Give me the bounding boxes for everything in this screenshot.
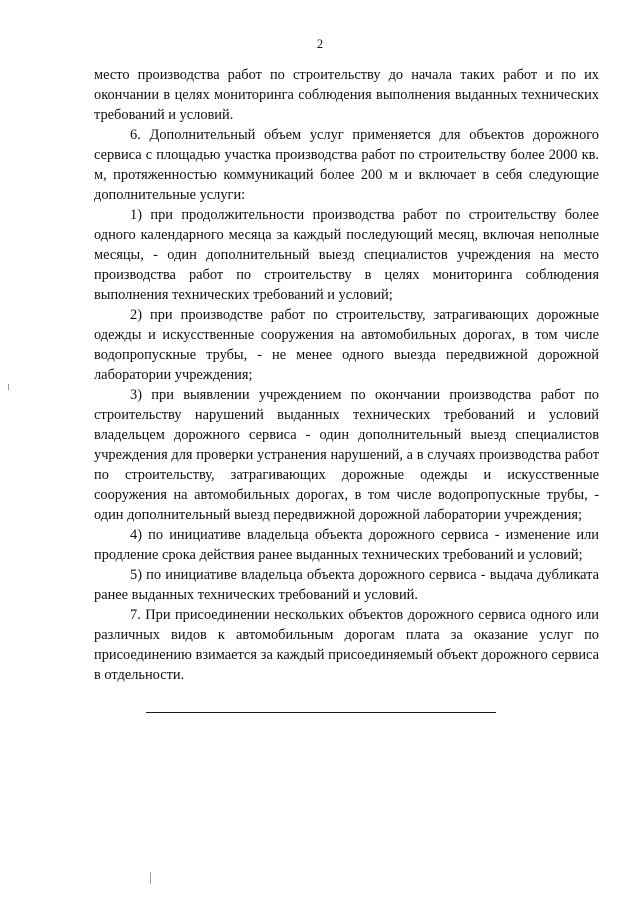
paragraph-subitem-3: 3) при выявлении учреждением по окончании производства работ по строительству нарушений выданных технических требований и условий владельцем дорожного сервиса - один дополнительный выезд специалистов учреждения для проверки устранения нарушений, а в случаях производства работ по строительству, затрагивающих дорожные одежды и искусственные сооружения на автомобильных дорогах, в том числе водопропускные трубы, - один дополнительный выезд передвижной дорожной лаборатории учреждения; [94, 387, 599, 523]
paragraph-item-7: 7. При присоединении нескольких объектов дорожного сервиса одного или различных видов к автомобильным дорогам плата за оказание услуг по присоединению взимается за каждый присоединяемый объект дорожного сервиса в отдельности. [94, 607, 599, 683]
paragraph-subitem-2: 2) при производстве работ по строительству, затрагивающих дорожные одежды и искусственные сооружения на автомобильных дорогах, в том числе водопропускные трубы, - не менее одного выезда передвижной дорожной лаборатории учреждения; [94, 307, 599, 383]
paragraph-item-6: 6. Дополнительный объем услуг применяется для объектов дорожного сервиса с площадью участка производства работ по строительству более 2000 кв. м, протяженностью коммуникаций более 200 м и включает в себя следующие дополнительные услуги: [94, 127, 599, 203]
paragraph-subitem-5: 5) по инициативе владельца объекта дорожного сервиса - выдача дубликата ранее выданных технических требований и условий. [94, 567, 599, 603]
paragraph-subitem-1: 1) при продолжительности производства работ по строительству более одного календарного месяца за каждый последующий месяц, включая неполные месяцы, - один дополнительный выезд специалистов учреждения на место производства работ по строительству в целях мониторинга соблюдения выполнения технических требований и условий; [94, 207, 599, 303]
scan-speck [8, 384, 9, 390]
paragraph-continuation: место производства работ по строительству до начала таких работ и по их окончании в целях мониторинга соблюдения выполнения выданных технических требований и условий. [94, 67, 599, 123]
closing-divider-line [146, 712, 496, 713]
scan-speck [150, 872, 151, 884]
page-number: 2 [316, 37, 324, 51]
document-body [94, 65, 599, 685]
paragraph-subitem-4: 4) по инициативе владельца объекта дорожного сервиса - изменение или продление срока действия ранее выданных технических требований и условий; [94, 527, 599, 563]
